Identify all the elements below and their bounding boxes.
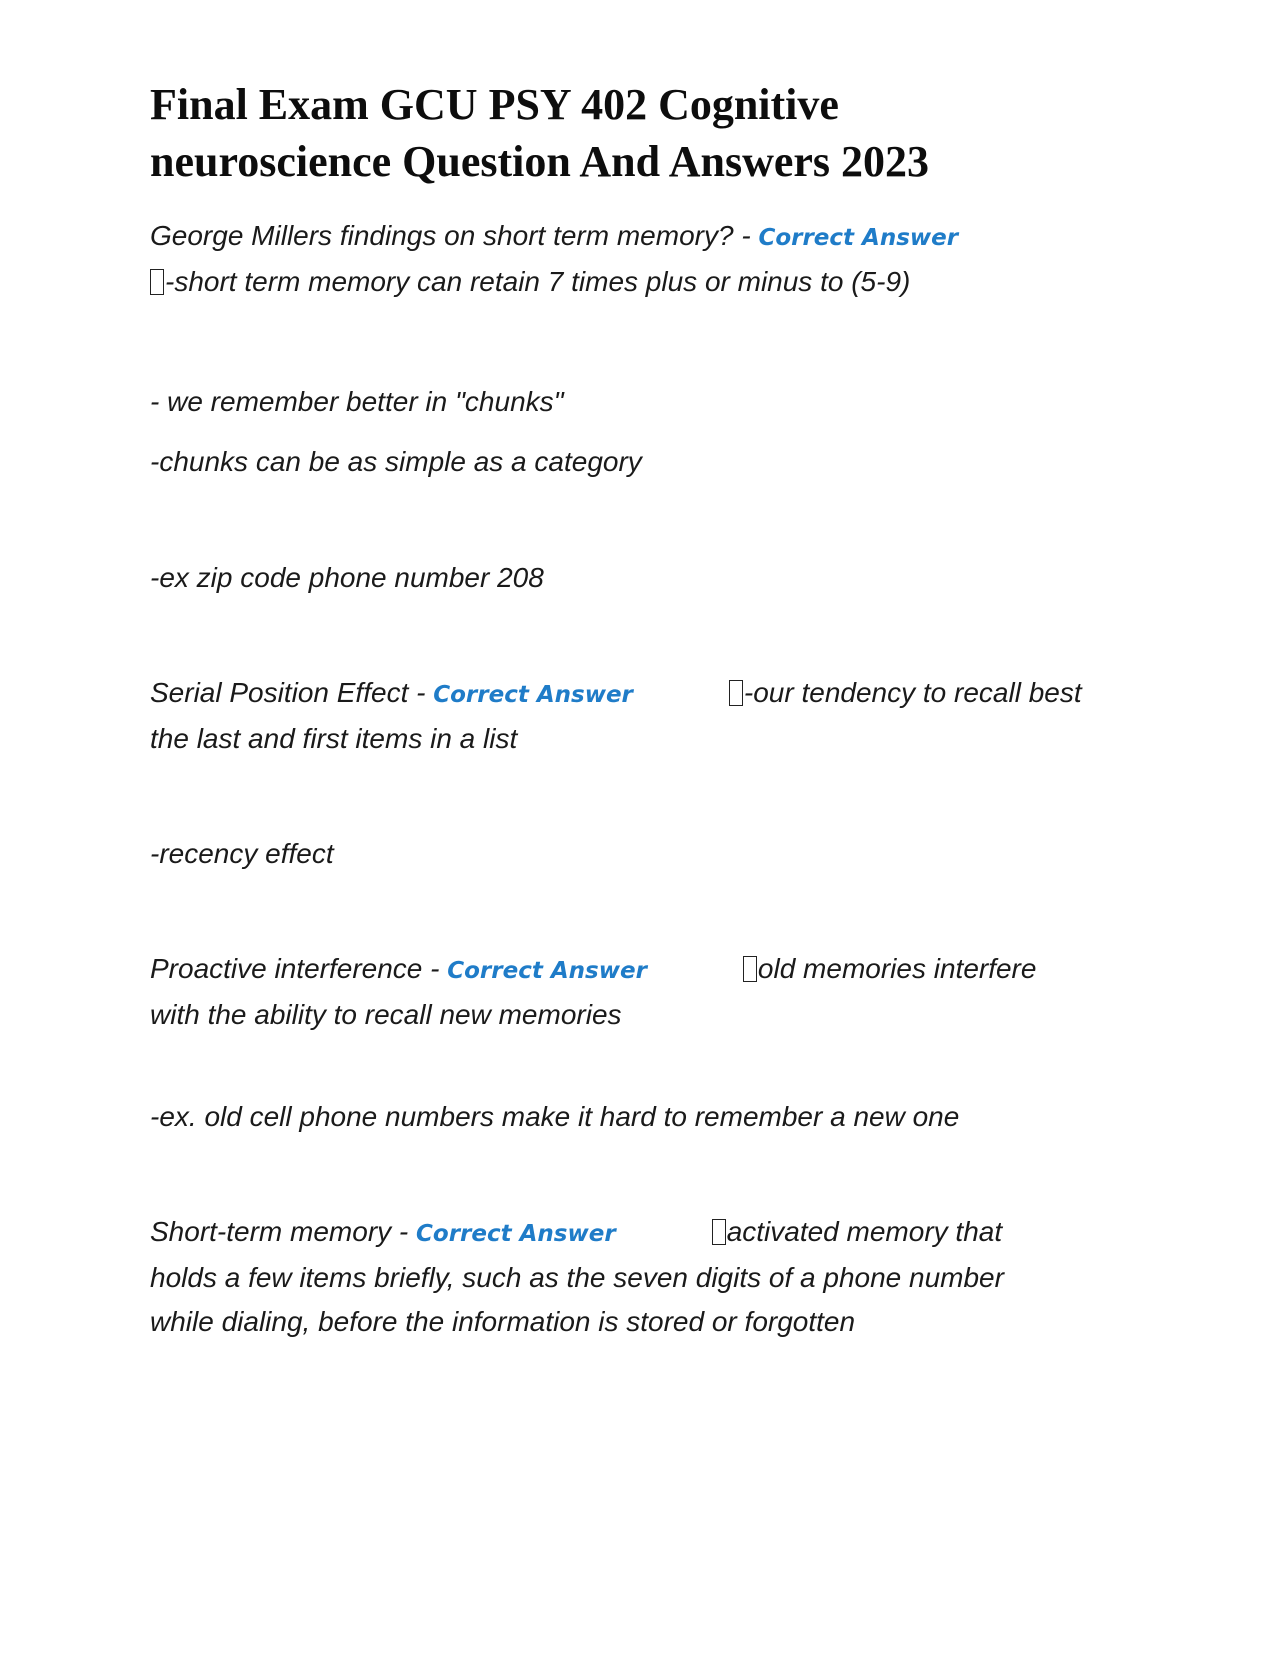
- answer-text-continued: holds a few items briefly, such as the seven digits of a phone number: [150, 1262, 1004, 1293]
- qa-question-line: [150, 214, 1130, 260]
- correct-answer-label: Correct Answer: [416, 1221, 616, 1247]
- answer-text: -short term memory can retain 7 times plus or minus to (5-9): [165, 266, 911, 297]
- question-text: Serial Position Effect -: [150, 677, 426, 708]
- answer-text-continued: while dialing, before the information is stored or forgotten: [150, 1306, 856, 1337]
- missing-glyph-icon: [150, 269, 164, 295]
- qa-item-1: [150, 214, 1130, 600]
- qa-item-3: [150, 947, 1130, 1139]
- qa-item-2: [150, 671, 1130, 876]
- answer-detail: -recency effect: [150, 838, 334, 869]
- missing-glyph-icon: [712, 1219, 726, 1245]
- qa-question-line: [150, 671, 1130, 717]
- correct-answer-label: Correct Answer: [447, 958, 647, 984]
- qa-question-line: [150, 947, 1130, 993]
- missing-glyph-icon: [743, 956, 757, 982]
- missing-glyph-icon: [729, 680, 743, 706]
- qa-item-4: [150, 1210, 1130, 1344]
- question-text: Short-term memory -: [150, 1216, 409, 1247]
- question-text: Proactive interference -: [150, 953, 440, 984]
- correct-answer-label: Correct Answer: [758, 225, 959, 251]
- question-text: George Millers findings on short term memory? -: [150, 220, 751, 251]
- answer-text-continued: the last and first items in a list: [150, 723, 518, 754]
- document-page: [150, 76, 1130, 1344]
- answer-text-continued: with the ability to recall new memories: [150, 999, 622, 1030]
- answer-text: old memories interfere: [757, 953, 1037, 984]
- qa-question-line: [150, 1210, 1130, 1256]
- document-title: Final Exam GCU PSY 402 Cognitive neuroscience Question And Answers 2023: [150, 80, 930, 186]
- answer-detail: -ex. old cell phone numbers make it hard to remember a new one: [150, 1101, 960, 1132]
- answer-detail: -chunks can be as simple as a category: [150, 446, 642, 477]
- answer-text: activated memory that: [726, 1216, 1003, 1247]
- answer-detail: - we remember better in "chunks": [150, 386, 564, 417]
- correct-answer-label: Correct Answer: [433, 682, 633, 708]
- qa-answer-line: [150, 260, 1130, 304]
- answer-detail: -ex zip code phone number 208: [150, 562, 544, 593]
- answer-text: -our tendency to recall best: [743, 677, 1082, 708]
